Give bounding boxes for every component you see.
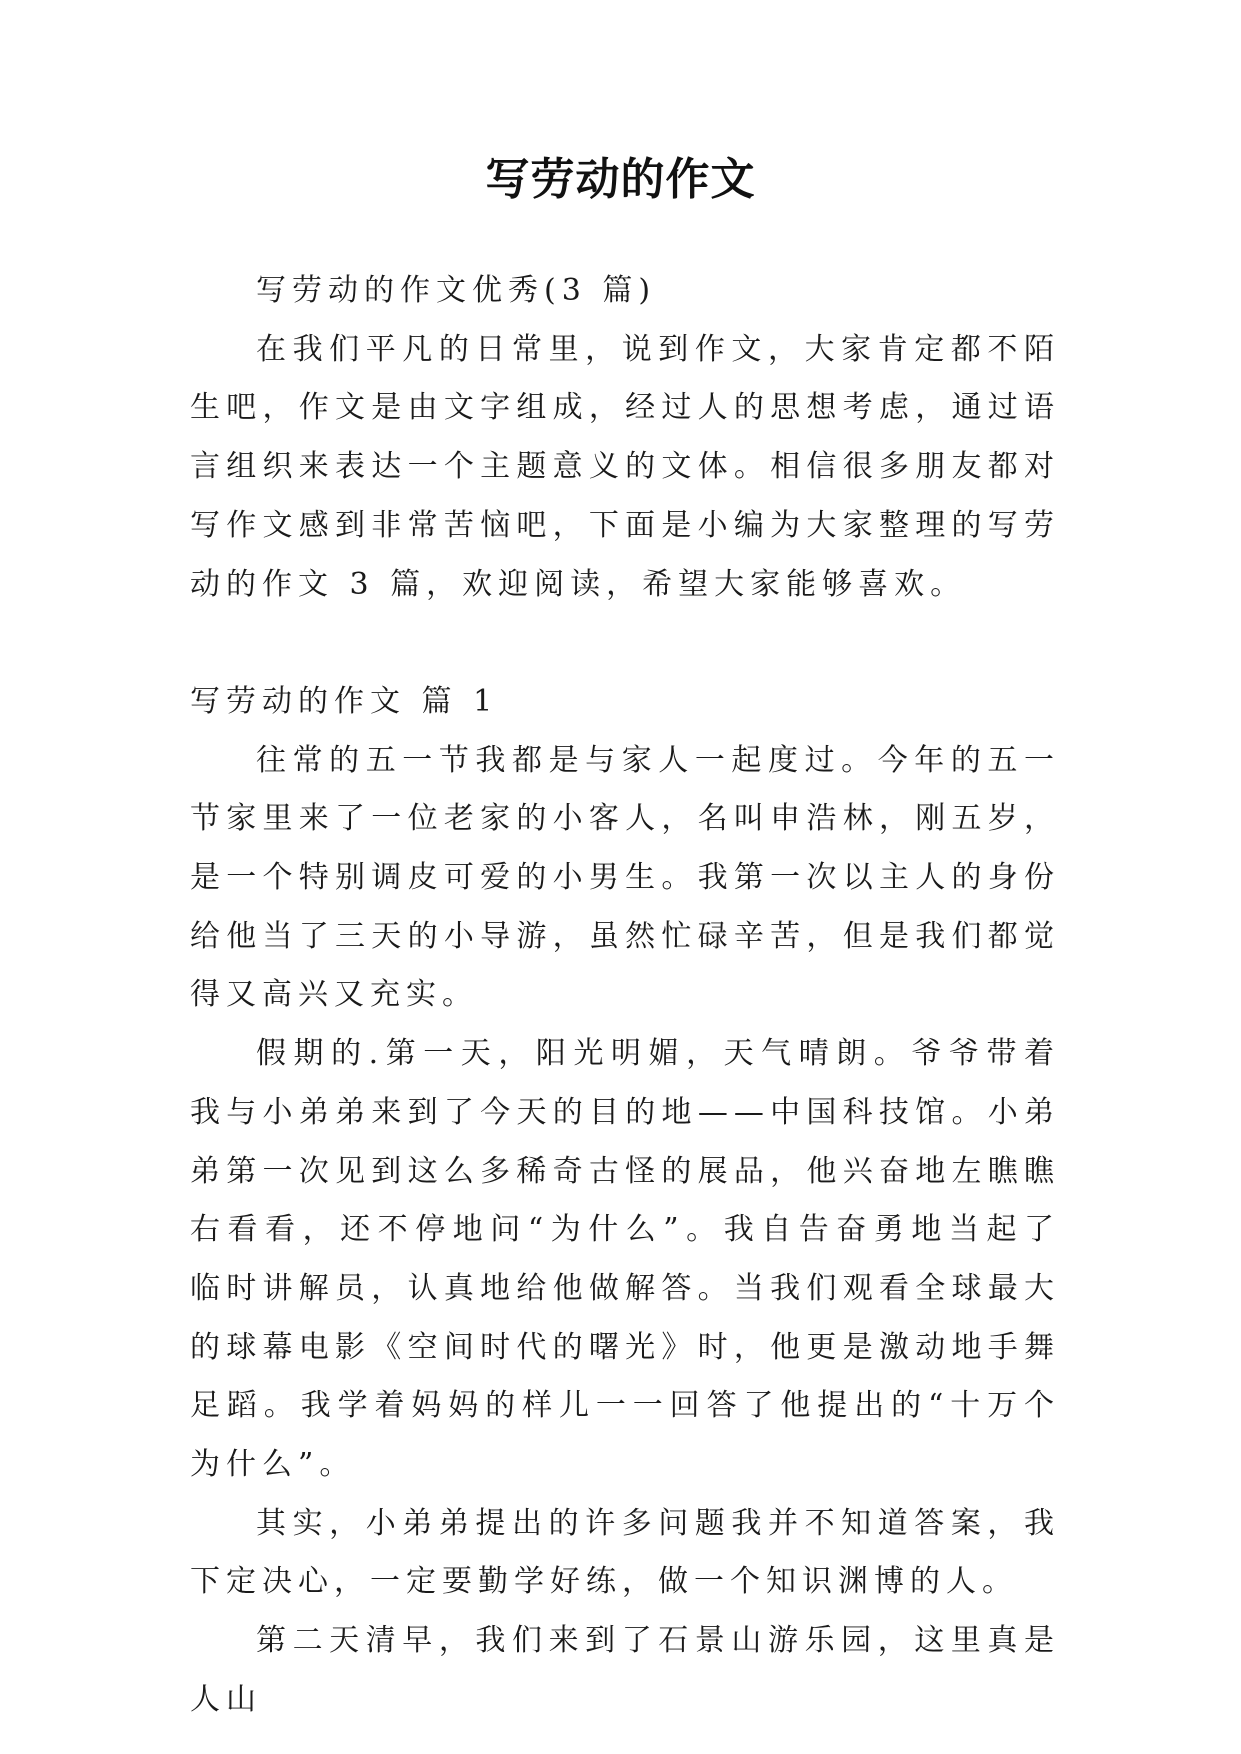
body-paragraph: 其实，小弟弟提出的许多问题我并不知道答案，我下定决心，一定要勤学好练，做一个知识渊博的人。 [190, 1505, 1060, 1600]
body-paragraph: 第二天清早，我们来到了石景山游乐园，这里真是人山 [190, 1623, 1060, 1717]
document-title: 写劳动的作文 [485, 154, 756, 205]
document-body [190, 262, 1060, 1730]
body-paragraph: 假期的.第一天，阳光明媚，天气晴朗。爷爷带着我与小弟弟来到了今天的目的地——中国科技馆。小弟弟第一次见到这么多稀奇古怪的展品，他兴奋地左瞧瞧右看看，还不停地问“为什么”。我自告奋勇地当起了临时讲解员，认真地给他做解答。当我们观看全球最大的球幕电影《空间时代的曙光》时，他更是激动地手舞足蹈。我学着妈妈的样儿一一回答了他提出的“十万个为什么”。 [190, 1036, 1060, 1483]
body-paragraph: 往常的五一节我都是与家人一起度过。今年的五一节家里来了一位老家的小客人，名叫申浩林，刚五岁，是一个特别调皮可爱的小男生。我第一次以主人的身份给他当了三天的小导游，虽然忙碌辛苦，但是我们都觉得又高兴又充实。 [190, 742, 1060, 1013]
section-spacer [190, 614, 1060, 673]
intro-paragraph: 在我们平凡的日常里，说到作文，大家肯定都不陌生吧，作文是由文字组成，经过人的思想考虑，通过语言组织来表达一个主题意义的文体。相信很多朋友都对写作文感到非常苦恼吧，下面是小编为大家整理的写劳动的作文 3 篇，欢迎阅读，希望大家能够喜欢。 [190, 331, 1060, 602]
section-heading: 写劳动的作文 篇 1 [190, 683, 499, 719]
document-subtitle: 写劳动的作文优秀(3 篇) [256, 273, 657, 308]
